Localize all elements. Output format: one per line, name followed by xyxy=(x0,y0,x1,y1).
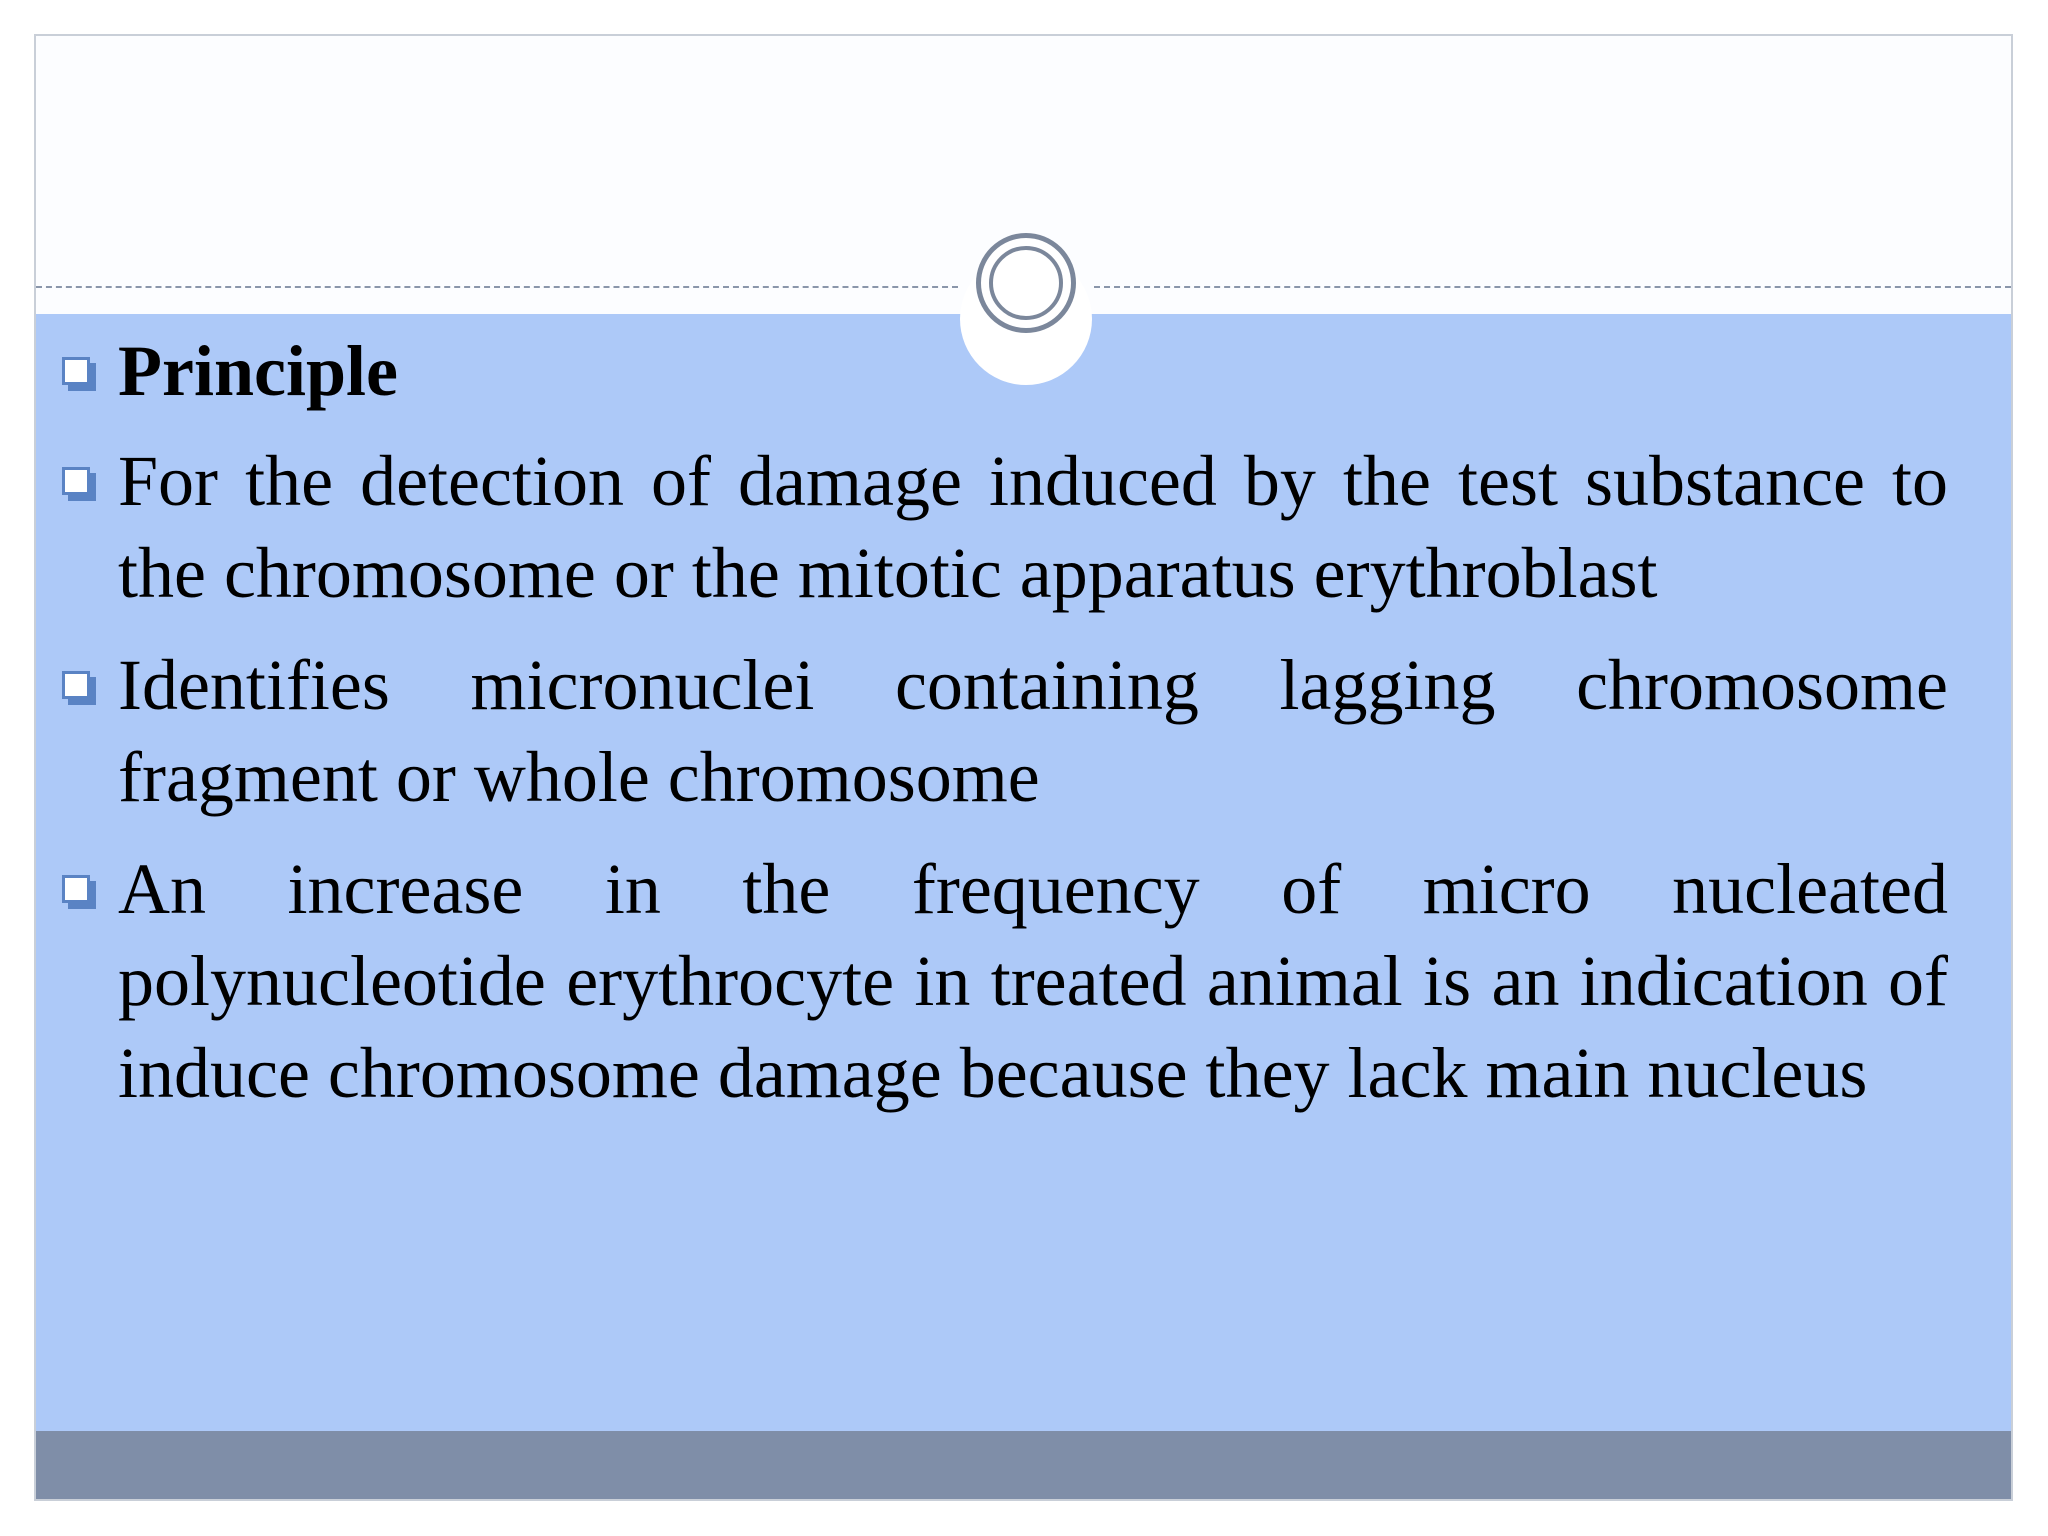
dashed-divider-right xyxy=(1094,286,2011,288)
hollow-square-bullet-icon xyxy=(62,671,96,705)
double-ring-icon xyxy=(976,233,1076,333)
bullet-heading: Principle xyxy=(118,331,398,411)
bullet-item xyxy=(58,435,1948,619)
bullet-text: An increase in the frequency of micro nucleated polynucleotide erythrocyte in treated animal is an indication of induce chromosome damage because they lack main nucleus xyxy=(118,849,1948,1113)
bullet-text: For the detection of damage induced by the test substance to the chromosome or the mitotic apparatus erythroblast xyxy=(118,441,1948,613)
bullet-item xyxy=(58,639,1948,823)
bullet-text: Identifies micronuclei containing lagging chromosome fragment or whole chromosome xyxy=(118,645,1948,817)
bullet-list xyxy=(58,325,1948,1139)
hollow-square-bullet-icon xyxy=(62,467,96,501)
hollow-square-bullet-icon xyxy=(62,357,96,391)
inner-ring xyxy=(989,246,1063,320)
bullet-item-principle xyxy=(58,325,1948,417)
dashed-divider-left xyxy=(36,286,958,288)
hollow-square-bullet-icon xyxy=(62,875,96,909)
footer-bar xyxy=(36,1431,2011,1501)
bullet-item xyxy=(58,843,1948,1119)
